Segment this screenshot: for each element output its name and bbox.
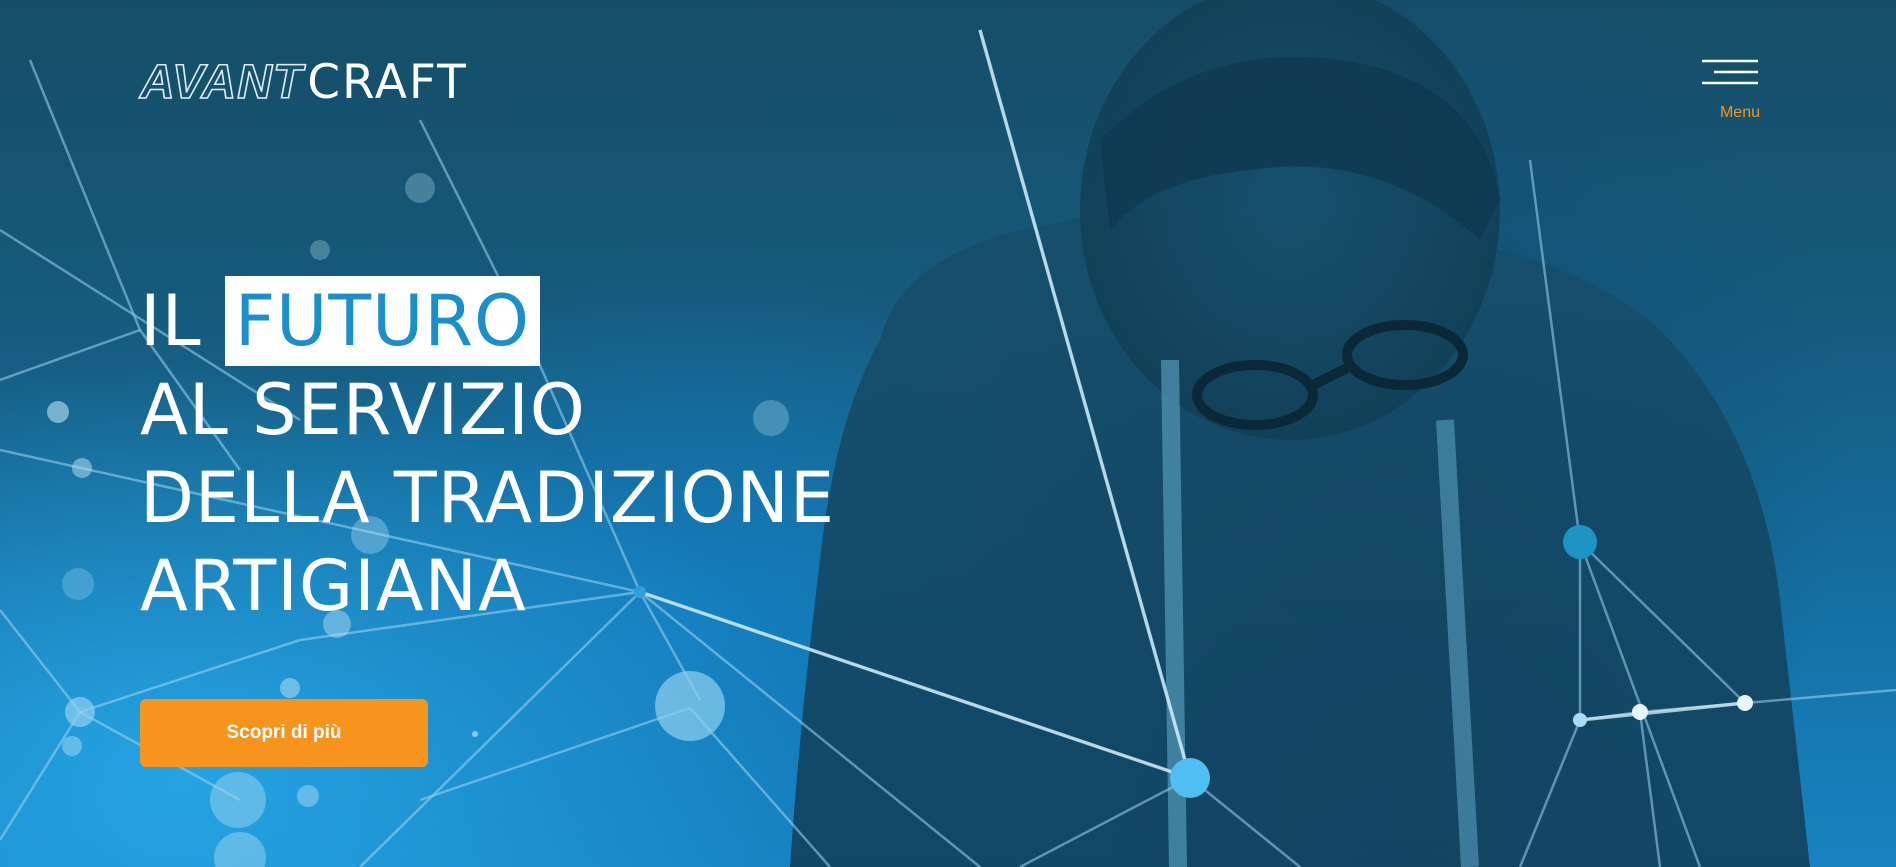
headline-line-2: AL SERVIZIO xyxy=(140,369,586,451)
headline-prefix: IL xyxy=(140,280,202,362)
headline-highlight: FUTURO xyxy=(225,276,540,366)
hero-headline xyxy=(140,276,835,630)
discover-more-button[interactable]: Scopri di più xyxy=(140,699,428,767)
headline-line-3: DELLA TRADIZIONE xyxy=(140,457,836,539)
brand-logo[interactable] xyxy=(140,52,468,112)
hamburger-icon xyxy=(1700,58,1760,88)
logo-craft-text: CRAFT xyxy=(307,54,468,110)
headline-line-4: ARTIGIANA xyxy=(140,545,527,627)
menu-label: Menu xyxy=(1719,104,1760,121)
headline-line-1 xyxy=(140,276,835,366)
logo-avant-text: AVANT xyxy=(140,55,304,109)
menu-button[interactable] xyxy=(1690,56,1760,126)
site-header xyxy=(140,52,1760,132)
